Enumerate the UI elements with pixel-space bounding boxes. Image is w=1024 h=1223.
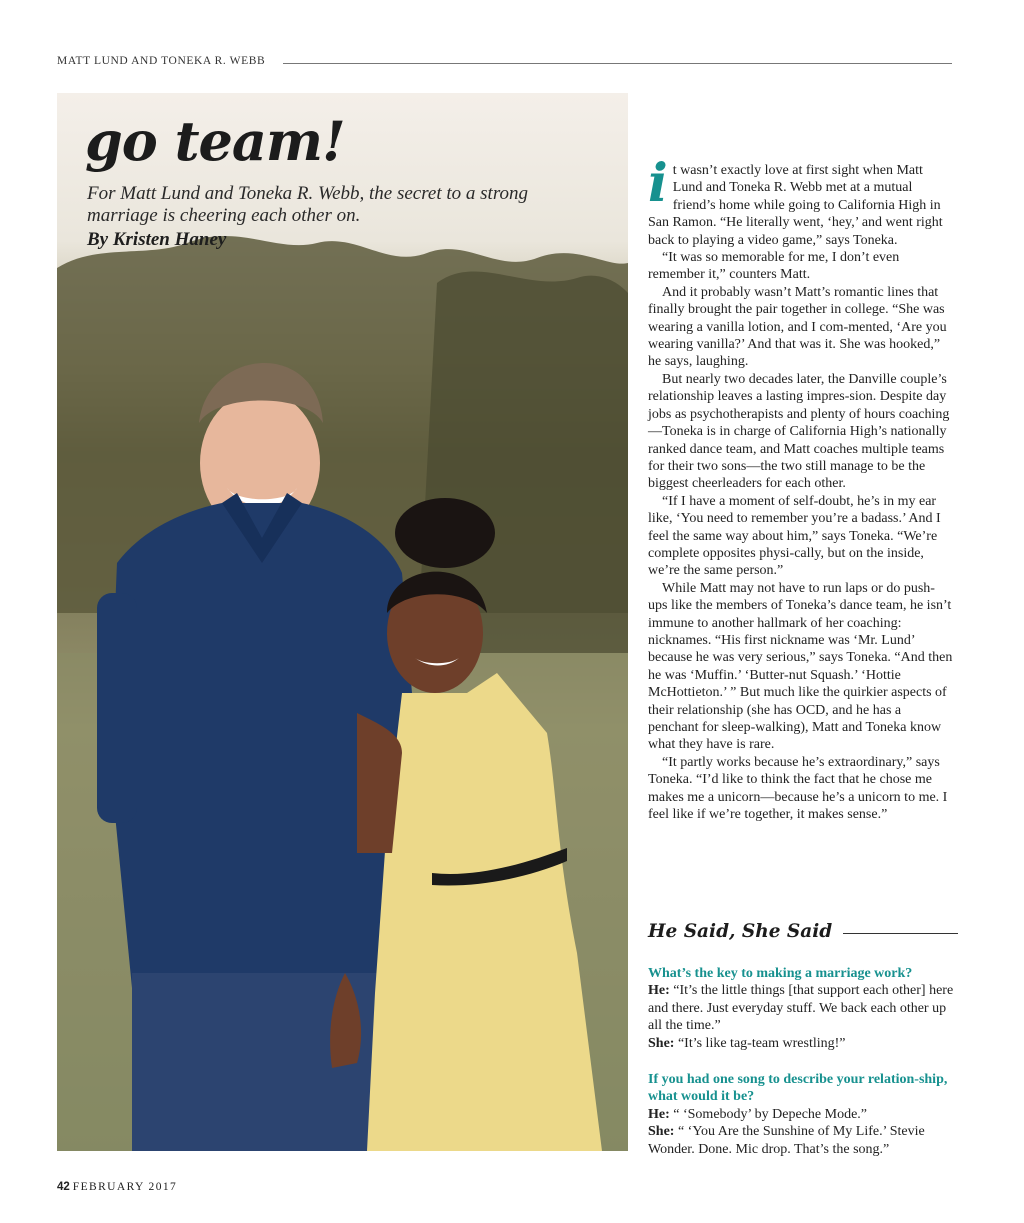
folio <box>57 1181 177 1193</box>
qa-answer-she: She: “ ‘You Are the Sunshine of My Life.’ Stevie Wonder. Done. Mic drop. That’s the song.” <box>648 1124 925 1157</box>
drop-cap: i <box>648 153 668 214</box>
article-paragraph: But nearly two decades later, the Danville couple’s relationship leaves a lasting impres-sion. Despite day jobs as psychotherapists and plenty of hours coaching—Toneka is in charge of California High’s nationally ranked dance team, and Matt coaches multiple teams for their two sons—the two still manage to be the biggest cheerleaders for each other. <box>648 371 950 492</box>
sidebar-rule <box>843 933 958 934</box>
running-head: MATT LUND AND TONEKA R. WEBB <box>57 55 266 67</box>
qa-answer-he: He: “ ‘Somebody’ by Depeche Mode.” <box>648 1106 867 1122</box>
dek: For Matt Lund and Toneka R. Webb, the secret to a strong marriage is cheering each other on. <box>87 183 529 226</box>
qa-question: What’s the key to making a marriage work? <box>648 966 913 981</box>
qa-question: If you had one song to describe your relation-ship, what would it be? <box>648 1072 948 1105</box>
headline: go team! <box>85 109 345 173</box>
couple-photo-icon <box>57 93 628 1151</box>
article-paragraph: it wasn’t exactly love at first sight when Matt Lund and Toneka R. Webb met at a mutual friend’s home while going to California High in San Ramon. “He literally went, ‘hey,’ and went right back to playing a video game,” says Toneka. <box>648 153 943 248</box>
article-paragraph: While Matt may not have to run laps or do push-ups like the members of Toneka’s dance team, he isn’t immune to another hallmark of her coaching: nicknames. “His first nickname was ‘Mr. Lund’ because he was very serious,” says Toneka. “And then he was ‘Muffin.’ ‘Butter-nut Squash.’ ‘Hottie McHottieton.’ ” But much like the quirkier aspects of their relationship (she has OCD, and he has a penchant for sleep-walking), Matt and Toneka know what they have is rare. <box>648 580 953 753</box>
byline: By Kristen Haney <box>87 229 227 250</box>
sidebar-title: He Said, She Said <box>648 921 833 942</box>
qa-answer-he: He: “It’s the little things [that support each other] here and there. Just everyday stuff. We back each other up all the time.” <box>648 983 954 1034</box>
article-paragraph: “If I have a moment of self-doubt, he’s in my ear like, ‘You need to remember you’re a badass.’ And I feel the same way about him,” says Toneka. “We’re complete opposites physi-cally, but on the inside, we’re the same person.” <box>648 493 941 579</box>
qa-block <box>648 1071 958 1158</box>
qa-block <box>648 965 958 1052</box>
article-paragraph: “It partly works because he’s extraordinary,” says Toneka. “I’d like to think the fact that he chose me makes me a unicorn—because he’s a unicorn to me. I feel like if we’re together, it makes sense.” <box>648 754 948 823</box>
header-rule <box>283 63 952 64</box>
issue-date: FEBRUARY 2017 <box>72 1181 178 1193</box>
page-number: 42 <box>57 1181 70 1193</box>
article-paragraph: And it probably wasn’t Matt’s romantic lines that finally brought the pair together in college. “She was wearing a vanilla lotion, and I com-mented, ‘Are you wearing vanilla?’ And that was it. She was hooked,” he says, laughing. <box>648 284 947 370</box>
qa-answer-she: She: “It’s like tag-team wrestling!” <box>648 1035 846 1051</box>
article-paragraph: “It was so memorable for me, I don’t even remember it,” counters Matt. <box>648 250 900 283</box>
feature-photo <box>57 93 628 1151</box>
article-body <box>648 153 954 823</box>
